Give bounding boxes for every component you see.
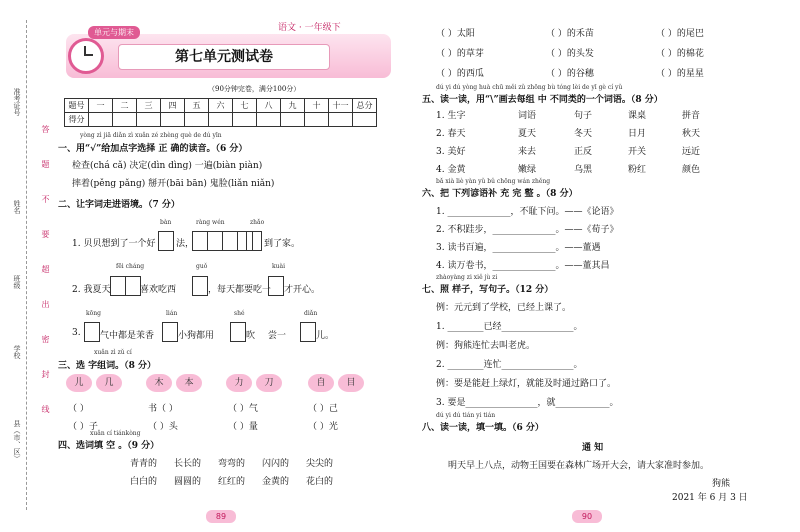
bind-char: 答	[41, 125, 50, 133]
char-badge: 力	[226, 374, 252, 392]
s3-blank[interactable]: （ ）气	[228, 404, 258, 414]
s7-line: 例：狗熊连忙去叫老虎。	[436, 341, 536, 351]
s7-line[interactable]: 3. 要是________________，就____________。	[436, 398, 619, 408]
s7-pinyin: zhàoyàng zi xiě jù zi	[436, 274, 498, 281]
s2-pinyin: kōng	[86, 310, 101, 317]
s5-title: 五、读一读，用“\”画去每组 中 不同类的一个词语。（8 分）	[422, 95, 663, 105]
score-cell[interactable]	[137, 113, 161, 127]
score-cell[interactable]	[305, 113, 329, 127]
word-option: 红红的	[218, 477, 246, 487]
char-box[interactable]	[84, 322, 99, 342]
word-option: 闪闪的	[262, 459, 290, 469]
score-cell[interactable]	[353, 113, 377, 127]
score-header: 五	[185, 99, 209, 113]
s1-pinyin: yòng zì jiā diǎn zì xuǎn zé zhèng què de dú yīn	[80, 132, 222, 139]
char-box[interactable]	[192, 231, 252, 251]
s4-blank[interactable]: （ ）的草芽	[436, 49, 484, 59]
score-cell[interactable]	[185, 113, 209, 127]
char-box[interactable]	[158, 231, 173, 251]
score-cell[interactable]	[233, 113, 257, 127]
notice-title: 通 知	[582, 443, 604, 453]
s2-text: 2. 我夏天	[72, 285, 111, 295]
s2-text: 才开心。	[284, 285, 321, 295]
bind-char: 出	[41, 300, 50, 308]
s3-blank[interactable]: （ ）	[68, 404, 89, 414]
s2-pinyin: shé	[234, 310, 245, 317]
s5-word[interactable]: 冬天	[574, 129, 593, 139]
notice-body: 明天早上八点，动物王国要在森林广场开大会，请大家准时参加。	[448, 461, 710, 471]
s2-pinyin: zhǎo	[250, 219, 265, 226]
unit-tag: 单元与期末	[88, 26, 140, 39]
char-box[interactable]	[300, 322, 315, 342]
char-box[interactable]	[192, 276, 207, 296]
score-header: 总分	[353, 99, 377, 113]
s4-title: 四、选词填 空 。（9 分）	[58, 441, 160, 451]
s4-blank[interactable]: （ ）太阳	[436, 29, 475, 39]
score-cell[interactable]	[113, 113, 137, 127]
s5-word[interactable]: 3. 美好	[436, 147, 466, 157]
s3-title: 三、选 字组词。（8 分）	[58, 361, 157, 371]
s6-title: 六、把 下列谚语补 充 完 整 。（8 分）	[422, 189, 578, 199]
score-cell[interactable]	[329, 113, 353, 127]
s4-blank[interactable]: （ ）的尾巴	[656, 29, 704, 39]
score-header: 一	[89, 99, 113, 113]
s2-text: 小狗都用	[178, 331, 215, 341]
s4-blank[interactable]: （ ）的禾苗	[546, 29, 594, 39]
s2-text: 儿。	[316, 331, 335, 341]
s5-word[interactable]: 嫩绿	[518, 165, 537, 175]
bind-char: 要	[41, 230, 50, 238]
s2-pinyin: ràng wén	[196, 219, 225, 226]
label-exam-number: 准考证号	[13, 88, 21, 116]
s2-pinyin: bàn	[160, 219, 172, 226]
score-header: 八	[257, 99, 281, 113]
s6-pinyin: bǎ xià liè yàn yǔ bǔ chōng wán zhěng	[436, 178, 551, 185]
s5-word[interactable]: 2. 春天	[436, 129, 466, 139]
s5-word[interactable]: 4. 金黄	[436, 165, 466, 175]
s5-word[interactable]: 拼音	[682, 111, 701, 121]
s6-line[interactable]: 1. ______________，不耻下问。——《论语》	[436, 207, 619, 217]
score-header: 九	[281, 99, 305, 113]
s5-word[interactable]: 粉红	[628, 165, 647, 175]
s4-blank[interactable]: （ ）的谷穗	[546, 69, 594, 79]
s8-title: 八、读一读，填一填。（6 分）	[422, 423, 544, 433]
s4-blank[interactable]: （ ）的棉花	[656, 49, 704, 59]
s3-pinyin: xuǎn zì zǔ cí	[94, 349, 132, 356]
score-header: 六	[209, 99, 233, 113]
time-note: （90分钟完卷，满分100分）	[208, 85, 301, 93]
s2-text: 尝一	[268, 331, 287, 341]
score-header: 十	[305, 99, 329, 113]
page-title: 第七单元测试卷	[118, 44, 330, 70]
s2-text: 吹	[246, 331, 256, 341]
s3-blank[interactable]: （ ）光	[308, 422, 338, 432]
s4-blank[interactable]: （ ）的星星	[656, 69, 704, 79]
bind-char: 密	[41, 335, 50, 343]
s5-word[interactable]: 夏天	[518, 129, 537, 139]
s6-line[interactable]: 3. 读书百遍，______________。——董遇	[436, 243, 601, 253]
page-number-left: 89	[206, 510, 236, 523]
word-option: 圆圆的	[174, 477, 202, 487]
s4-blank[interactable]: （ ）的头发	[546, 49, 594, 59]
score-header: 二	[113, 99, 137, 113]
score-cell[interactable]	[209, 113, 233, 127]
binding-gutter	[0, 0, 54, 532]
cut-line	[26, 20, 27, 510]
s5-word[interactable]: 远近	[682, 147, 701, 157]
char-box[interactable]	[110, 276, 140, 296]
word-option: 尖尖的	[306, 459, 334, 469]
label-name: 姓名	[13, 200, 21, 214]
word-option: 弯弯的	[218, 459, 246, 469]
score-label: 得分	[65, 113, 89, 127]
bind-char: 题	[41, 160, 50, 168]
char-box[interactable]	[230, 322, 245, 342]
s3-blank[interactable]: （ ）子	[68, 422, 98, 432]
right-page	[422, 20, 782, 520]
s5-word[interactable]: 正反	[574, 147, 593, 157]
s2-pinyin: diǎn	[304, 310, 318, 317]
score-cell[interactable]	[89, 113, 113, 127]
word-option: 青青的	[130, 459, 158, 469]
bind-char: 线	[41, 405, 50, 413]
s6-line[interactable]: 2. 不积跬步，______________。——《荀子》	[436, 225, 619, 235]
s2-pinyin: kuài	[272, 263, 285, 270]
s5-word[interactable]: 词语	[518, 111, 537, 121]
s7-line[interactable]: 2. ________连忙________________。	[436, 360, 583, 370]
s5-word[interactable]: 1. 生字	[436, 111, 466, 121]
score-header: 七	[233, 99, 257, 113]
score-table	[64, 98, 377, 127]
s3-blank[interactable]: 书（ ）	[148, 404, 178, 414]
char-box[interactable]	[268, 276, 283, 296]
score-cell[interactable]	[257, 113, 281, 127]
label-school: 学校	[13, 345, 21, 359]
page-number-right: 90	[572, 510, 602, 523]
s5-word[interactable]: 颜色	[682, 165, 701, 175]
s5-word[interactable]: 课桌	[628, 111, 647, 121]
bind-char: 超	[41, 265, 50, 273]
word-option: 金黄的	[262, 477, 290, 487]
s2-text: 3.	[72, 328, 81, 338]
bind-char: 不	[41, 195, 50, 203]
word-option: 花白的	[306, 477, 334, 487]
s3-blank[interactable]: （ ）己	[308, 404, 338, 414]
subject-label: 语文 · 一年级下	[278, 23, 341, 33]
s5-word[interactable]: 秋天	[682, 129, 701, 139]
char-badge: 儿	[66, 374, 92, 392]
s3-blank[interactable]: （ ）头	[148, 422, 178, 432]
s5-word[interactable]: 句子	[574, 111, 593, 121]
score-cell[interactable]	[161, 113, 185, 127]
s7-title: 七、照 样子，写句子。（12 分）	[422, 285, 554, 295]
char-badge: 本	[176, 374, 202, 392]
s3-blank[interactable]: （ ）量	[228, 422, 258, 432]
s2-pinyin: lián	[166, 310, 178, 317]
s2-text: 法，	[176, 239, 195, 249]
s2-pinyin: fēi cháng	[116, 263, 145, 270]
s7-line: 例：元元到了学校，已经上课了。	[436, 303, 572, 313]
s2-pinyin: guǒ	[196, 263, 208, 270]
s2-text: 气中都是茉香	[100, 331, 155, 341]
s5-word[interactable]: 日月	[628, 129, 647, 139]
char-badge: 木	[146, 374, 172, 392]
s5-word[interactable]: 来去	[518, 147, 537, 157]
s7-line[interactable]: 1. ________已经________________。	[436, 322, 583, 332]
s1-title: 一、用“√”给加点字选择 正 确的读音。（6 分）	[58, 144, 248, 154]
score-header: 十一	[329, 99, 353, 113]
s4-pinyin: xuǎn cí tiánkòng	[90, 430, 141, 437]
s1-line: 摔着(pěng pǎng) 掰开(bāi bān) 鬼脸(liǎn niǎn)	[72, 179, 275, 189]
score-header: 四	[161, 99, 185, 113]
score-cell[interactable]	[281, 113, 305, 127]
notice-sign: 狗熊	[712, 479, 731, 489]
s5-word[interactable]: 开关	[628, 147, 647, 157]
s2-text: 喜欢吃西	[140, 285, 177, 295]
s1-line: 检查(chá cǎ) 决定(dìn dìng) 一遍(biàn piàn)	[72, 161, 263, 171]
label-class: 班级	[13, 275, 21, 289]
s2-text: 到了家。	[264, 239, 301, 249]
score-header: 题号	[65, 99, 89, 113]
s2-text: ，每天都要吃一	[208, 285, 272, 295]
char-box[interactable]	[162, 322, 177, 342]
score-header: 三	[137, 99, 161, 113]
char-box[interactable]	[246, 231, 261, 251]
bind-char: 封	[41, 370, 50, 378]
char-badge: 自	[308, 374, 334, 392]
notice-date: 2021 年 6 月 3 日	[672, 493, 748, 503]
s2-text: 1. 贝贝想到了一个好	[72, 239, 156, 249]
s8-pinyin: dú yi dú tián yi tián	[436, 412, 496, 419]
s5-word[interactable]: 乌黑	[574, 165, 593, 175]
word-option: 白白的	[130, 477, 158, 487]
char-badge: 目	[338, 374, 364, 392]
s6-line[interactable]: 4. 读万卷书，______________。——董其昌	[436, 261, 610, 271]
label-county: 县（市、区）	[13, 420, 21, 462]
char-badge: 刀	[256, 374, 282, 392]
clock-icon	[68, 38, 104, 74]
s2-title: 二、让字词走进语境。（7 分）	[58, 200, 180, 210]
s7-line: 例：要是能赶上绿灯，就能及时通过路口了。	[436, 379, 617, 389]
word-option: 长长的	[174, 459, 202, 469]
s4-blank[interactable]: （ ）的西瓜	[436, 69, 484, 79]
char-badge: 几	[96, 374, 122, 392]
s5-pinyin: dú yi dú yòng huà chū měi zǔ zhōng bù tóng lèi de yī gè cí yǔ	[436, 84, 623, 91]
left-page	[58, 20, 388, 520]
